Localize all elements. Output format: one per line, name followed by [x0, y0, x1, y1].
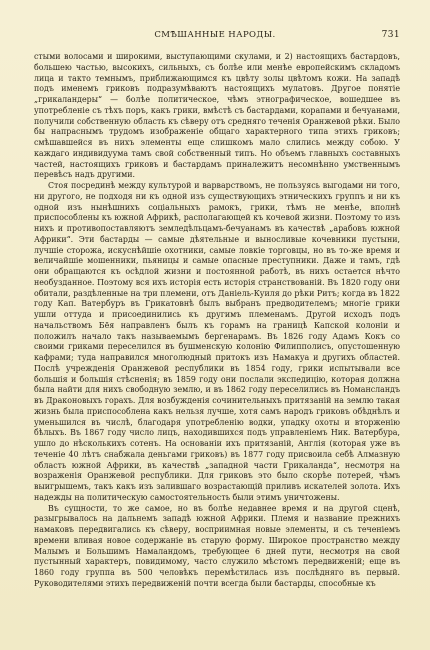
- running-title: СМѢШАННЫЕ НАРОДЫ.: [154, 30, 276, 40]
- paragraph: Стоя посрединѣ между культурой и варварствомъ, не пользуясь выгодами ни того, ни другого, не подходя ни къ одной изъ существующихъ этническихъ группъ и ни къ одной изъ нынѣшнихъ соціальныхъ рамокъ, грики, тѣмъ не менѣе, вполнѣ приспособлены къ южной Африкѣ, располагающей къ кочевой жизни. Поэтому то изъ нихъ и противопоставляютъ земледѣльцамъ-бечуанамъ въ качествѣ „арабовъ южной Африки“. Эти бастарды — самые дѣятельные и выносливые кочевники пустыни, лучшіе сторожа, искуснѣйшіе охотники, самые ловкіе торговцы, но въ то-же время и величайшіе мошенники, пьяницы и самые опасные преступники. Даже и тамъ, гдѣ они обращаются къ осѣдлой жизни и постоянной работѣ, въ нихъ остается нѣчто необузданное. Поэтому вся ихъ исторія есть исторія странствованій. Въ 1820 году они обитали, раздѣленные на три племени, отъ Даніель-Куиля до рѣки Ритъ; когда въ 1822 году Кап. Ватербуръ въ Грикатовнѣ былъ выбранъ предводителемъ; многіе грики ушли оттуда и присоединились къ другимъ племенамъ. Другой исходъ подъ начальствомъ Бёя направленъ былъ къ горамъ на границѣ Капской колоніи и положилъ начало такъ называемымъ бергенарамъ. Въ 1826 году Адамъ Кокъ со своими гриками переселился въ бушменскую колонію Филипполисъ, опустошенную кафрами; туда направился многолюдный притокъ изъ Намакуа и другихъ областей. Послѣ учрежденія Оранжевой республики въ 1854 году, грики испытывали все большія и большія стѣсненія; въ 1859 году они послали экспедицію, которая должна была найти для нихъ свободную землю, и въ 1862 году переселились въ Номансландъ въ Драконовыхъ горахъ. Для возбужденія сочинительныхъ притязаній на землю такая жизнь была приспособлена какъ нельзя лучше, хотя самъ народъ гриковъ обѣднѣлъ и уменьшился въ числѣ, благодаря употребленію водки, упадку охоты и вторженію бѣлыхъ. Въ 1867 году число лицъ, находившихся подъ управленіемъ Ник. Ватербура, ушло до нѣсколькихъ сотенъ. На основаніи ихъ притязаній, Англія (которая уже въ теченіе 40 лѣтъ снабжала деньгами гриковъ) въ 1877 году присвоила себѣ Алмазную область южной Африки, въ качествѣ „западной части Грикаланда“, несмотря на возраженія Оранжевой республики. Для гриковъ это было скорѣе потерей, чѣмъ выигрышемъ, такъ какъ изъ залившаго возрастающій приливъ искателей золота. Ихъ надежды на политическую самостоятельность были этимъ уничтожены.: [34, 181, 400, 502]
- paragraph: стыми волосами и широкими, выступающими скулами, и 2) настоящихъ бастардовъ, большею частью, высокихъ, сильныхъ, съ болѣе или менѣе европейскимъ складомъ лица и такто темнымъ, приближающимся къ цвѣту золы цвѣтомъ кожи. На западѣ подъ именемъ гриковъ подразумѣваютъ настоящихъ мулатовъ. Другое понятіе „грикаландеры“ — болѣе политическое, чѣмъ этнографическое, вошедшее въ употребленіе съ тѣхъ поръ, какъ грики, вмѣстѣ съ бастардами, корапами и бечуанами, получили собственную область къ сѣверу отъ средняго теченія Оранжевой рѣки. Было бы напраснымъ трудомъ изображеніе общаго характерного типа этихъ гриковъ; смѣшавшейся въ нихъ элементы еще слишкомъ мало слились между собою. У каждаго индивидуума тамъ свой собственный типъ. Но объемъ главныхъ составныхъ частей, настоящихъ гриковъ и бастардамъ приналежитъ несомнѣнно умственнымъ перевѣсъ надъ другими.: [34, 52, 400, 180]
- running-header: [30, 30, 400, 44]
- page-number: 731: [381, 30, 400, 40]
- body-text: [34, 52, 400, 590]
- paragraph: Въ сущности, то же самое, но въ болѣе недавнее время и на другой сценѣ, разыгрывалось на дальнемъ западѣ южной Африки. Племя и название прежнихъ намаковъ передвигались къ сѣверу, восприимная новые элементы, и съ теченіемъ времени вливая новое содержаніе въ старую форму. Широкое пространство между Малымъ и Большимъ Намаландомъ, требующее 6 дней пути, несмотря на свой пустынный характеръ, повидимому, часто служило мѣстомъ передвиженій; еще въ 1860 году группа въ 500 человѣкъ перемѣстилась изъ послѣдняго въ первый. Руководителями этихъ передвиженій почти всегда были бастарды, способные къ: [34, 503, 400, 588]
